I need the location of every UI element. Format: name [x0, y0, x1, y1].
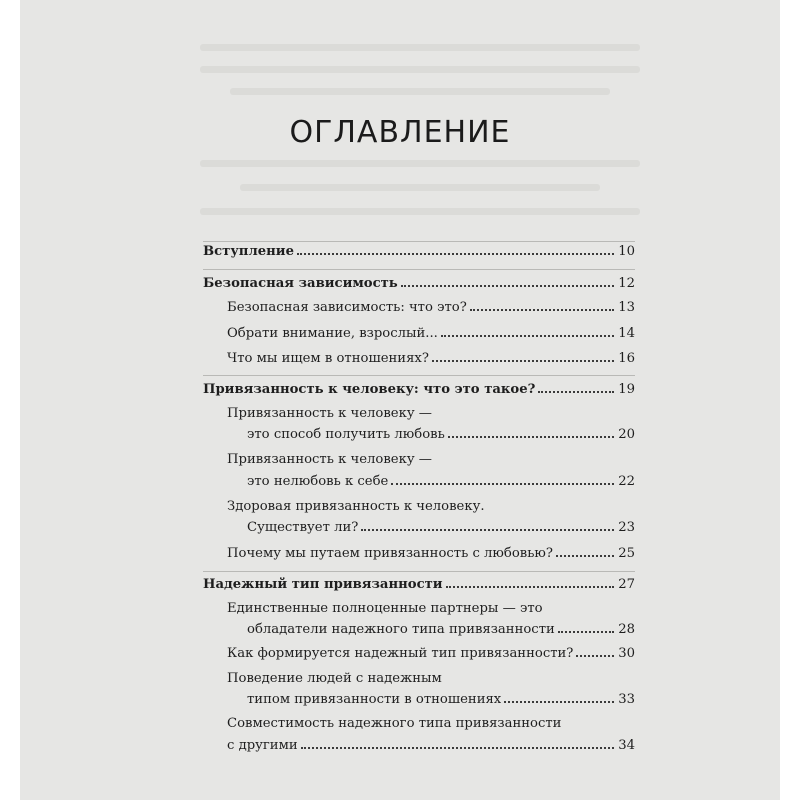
leader-dots	[361, 529, 614, 531]
toc-entry[interactable]	[227, 738, 635, 760]
leader-dots	[470, 309, 614, 311]
section-divider	[203, 375, 635, 376]
toc-entry-chapter[interactable]	[203, 244, 635, 266]
toc-entry[interactable]	[247, 692, 635, 714]
toc-entry[interactable]	[247, 427, 635, 449]
toc-page-number: 23	[618, 520, 635, 535]
toc-page-number: 34	[618, 738, 635, 753]
toc-page-number: 14	[618, 326, 635, 341]
section-divider	[203, 241, 635, 242]
leader-dots	[301, 747, 615, 749]
toc-page-number: 33	[618, 692, 635, 707]
leader-dots	[504, 701, 614, 703]
section-divider	[203, 269, 635, 270]
toc-page-number: 16	[618, 351, 635, 366]
bleed-through-line	[200, 160, 640, 167]
toc-page-number: 10	[618, 244, 635, 259]
leader-dots	[441, 335, 614, 337]
leader-dots	[576, 655, 614, 657]
bleed-through-line	[230, 88, 610, 95]
toc-entry-chapter[interactable]	[203, 276, 635, 298]
toc-page-number: 20	[618, 427, 635, 442]
toc-page-number: 12	[618, 276, 635, 291]
leader-dots	[538, 391, 614, 393]
toc-page-number: 19	[618, 382, 635, 397]
toc-entry[interactable]	[247, 622, 635, 644]
bleed-through-line	[200, 44, 640, 51]
toc-entry-title: обладатели надежного типа привязанности	[247, 622, 555, 637]
toc-page-number: 22	[618, 474, 635, 489]
toc-entry-title: Надежный тип привязанности	[203, 577, 443, 592]
toc-entry-title: Обрати внимание, взрослый...	[227, 326, 438, 341]
page-title: ОГЛАВЛЕНИЕ	[289, 115, 511, 150]
toc-entry-title: Привязанность к человеку: что это такое?	[203, 382, 536, 397]
toc-entry[interactable]	[247, 520, 635, 542]
leader-dots	[391, 483, 614, 485]
toc-entry-title: Безопасная зависимость	[203, 276, 398, 291]
toc-entry-title: типом привязанности в отношениях	[247, 692, 502, 707]
bleed-through-line	[200, 208, 640, 215]
toc-entry-first-line: Привязанность к человеку —	[227, 452, 432, 467]
toc-entry-first-line: Совместимость надежного типа привязанности	[227, 716, 562, 731]
toc-entry-title: это способ получить любовь	[247, 427, 445, 442]
toc-page-number: 28	[618, 622, 635, 637]
toc-entry-chapter[interactable]	[203, 382, 635, 404]
leader-dots	[297, 253, 614, 255]
toc-entry-title: Почему мы путаем привязанность с любовью?	[227, 546, 553, 561]
toc-entry[interactable]	[227, 300, 635, 322]
toc-entry-title: Как формируется надежный тип привязанности?	[227, 646, 574, 661]
toc-entry[interactable]	[227, 326, 635, 348]
toc-entry-title: Что мы ищем в отношениях?	[227, 351, 429, 366]
toc-entry-title: Безопасная зависимость: что это?	[227, 300, 467, 315]
toc-entry[interactable]	[227, 351, 635, 373]
toc-entry-first-line: Привязанность к человеку —	[227, 406, 432, 421]
section-divider	[203, 571, 635, 572]
bleed-through-line	[200, 66, 640, 73]
toc-entry-first-line: Поведение людей с надежным	[227, 671, 442, 686]
toc-entry-title: Вступление	[203, 244, 294, 259]
toc-entry-first-line: Единственные полноценные партнеры — это	[227, 601, 543, 616]
toc-entry[interactable]	[227, 546, 635, 568]
toc-entry-chapter[interactable]	[203, 577, 635, 599]
leader-dots	[556, 555, 614, 557]
toc-entry-first-line: Здоровая привязанность к человеку.	[227, 499, 485, 514]
toc-entry-title: с другими	[227, 738, 298, 753]
leader-dots	[558, 631, 614, 633]
leader-dots	[401, 285, 614, 287]
toc-entry-title: Существует ли?	[247, 520, 359, 535]
leader-dots	[432, 360, 614, 362]
toc-page-number: 25	[618, 546, 635, 561]
toc-entry-title: это нелюбовь к себе	[247, 474, 389, 489]
leader-dots	[446, 586, 615, 588]
toc-page-number: 13	[618, 300, 635, 315]
toc-entry[interactable]	[247, 474, 635, 496]
leader-dots	[448, 436, 614, 438]
bleed-through-line	[240, 184, 600, 191]
toc-page-number: 27	[618, 577, 635, 592]
toc-page-number: 30	[618, 646, 635, 661]
toc-entry[interactable]	[227, 646, 635, 668]
